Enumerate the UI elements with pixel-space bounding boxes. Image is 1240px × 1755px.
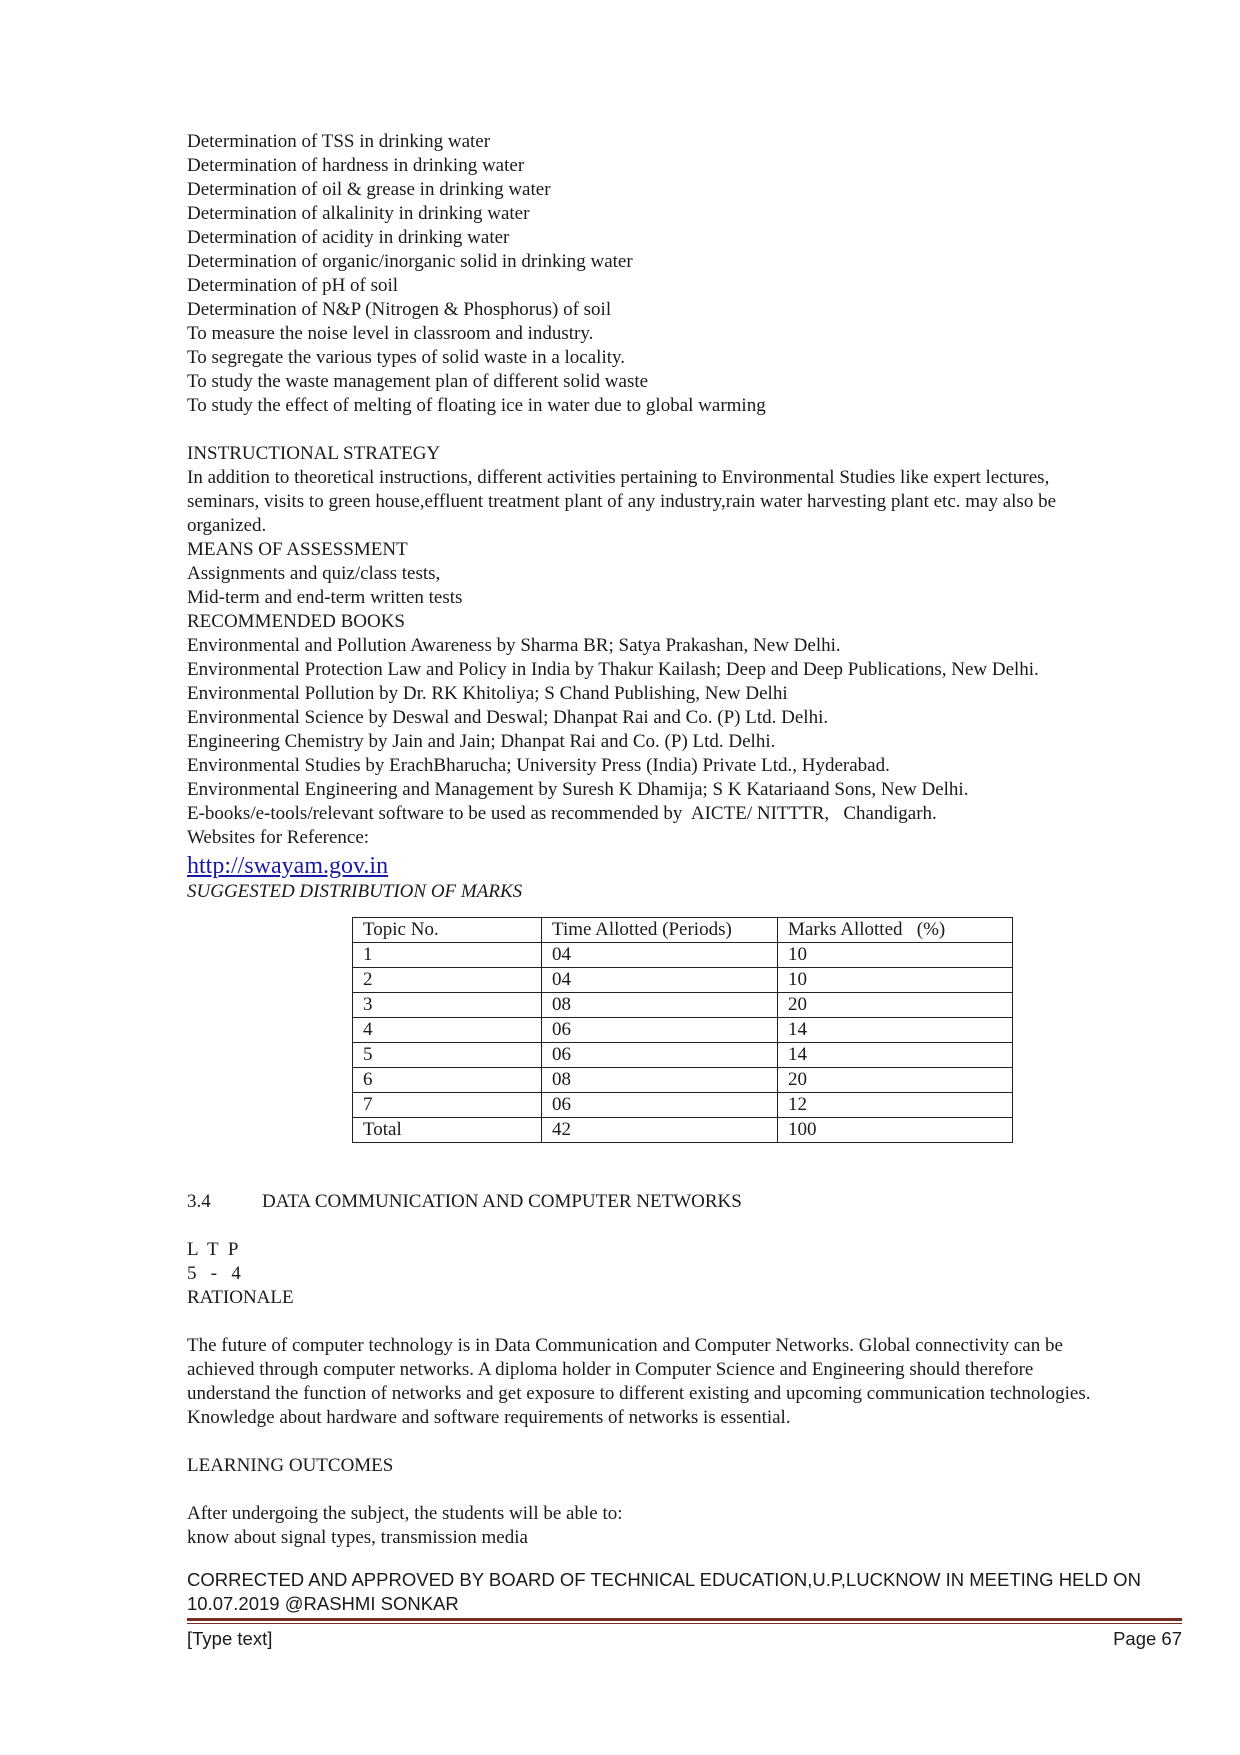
table-cell: 2 xyxy=(353,968,542,993)
table-row xyxy=(353,943,1013,968)
footer-divider xyxy=(187,1618,1182,1621)
instructional-strategy-heading: INSTRUCTIONAL STRATEGY xyxy=(187,443,441,464)
ltp-header: L T P xyxy=(187,1239,239,1260)
table-cell: 10 xyxy=(778,943,1013,968)
rationale-text: understand the function of networks and get exposure to different existing and upcoming communication technologies. xyxy=(187,1383,1091,1404)
table-cell: 4 xyxy=(353,1018,542,1043)
table-cell: 06 xyxy=(542,1043,778,1068)
table-cell: Total xyxy=(353,1118,542,1143)
table-cell: 7 xyxy=(353,1093,542,1118)
book-item: E-books/e-tools/relevant software to be used as recommended by AICTE/ NITTTR, Chandigarh. xyxy=(187,803,937,824)
rationale-text: achieved through computer networks. A diploma holder in Computer Science and Engineering should therefore xyxy=(187,1359,1034,1380)
experiment-item: Determination of TSS in drinking water xyxy=(187,131,491,152)
table-row xyxy=(353,1068,1013,1093)
table-cell: 08 xyxy=(542,1068,778,1093)
learning-outcome-item: know about signal types, transmission media xyxy=(187,1527,528,1548)
page-content xyxy=(187,130,1187,904)
table-cell: 06 xyxy=(542,1018,778,1043)
assessment-item: Mid-term and end-term written tests xyxy=(187,587,463,608)
table-cell: 10 xyxy=(778,968,1013,993)
table-cell: 42 xyxy=(542,1118,778,1143)
rationale-text: Knowledge about hardware and software requirements of networks is essential. xyxy=(187,1407,791,1428)
section-3-4 xyxy=(187,1190,1187,1550)
table-header-cell: Time Allotted (Periods) xyxy=(542,918,778,943)
approval-note xyxy=(187,1568,1182,1616)
table-cell: 14 xyxy=(778,1018,1013,1043)
experiment-item: Determination of alkalinity in drinking water xyxy=(187,203,530,224)
instructional-strategy-text: seminars, visits to green house,effluent treatment plant of any industry,rain water harvesting plant etc. may also be xyxy=(187,491,1056,512)
experiment-item: To measure the noise level in classroom and industry. xyxy=(187,323,594,344)
learning-outcomes-intro: After undergoing the subject, the students will be able to: xyxy=(187,1503,623,1524)
book-item: Environmental and Pollution Awareness by Sharma BR; Satya Prakashan, New Delhi. xyxy=(187,635,841,656)
table-row xyxy=(353,968,1013,993)
instructional-strategy-text: organized. xyxy=(187,515,267,536)
website-link[interactable]: http://swayam.gov.in xyxy=(187,853,389,879)
table-header-cell: Marks Allotted (%) xyxy=(778,918,1013,943)
table-cell: 20 xyxy=(778,1068,1013,1093)
section-heading xyxy=(187,1190,1187,1214)
table-cell: 14 xyxy=(778,1043,1013,1068)
experiment-item: Determination of organic/inorganic solid in drinking water xyxy=(187,251,633,272)
table-row xyxy=(353,993,1013,1018)
approval-line: CORRECTED AND APPROVED BY BOARD OF TECHNICAL EDUCATION,U.P,LUCKNOW IN MEETING HELD ON xyxy=(187,1569,1141,1590)
table-cell: 6 xyxy=(353,1068,542,1093)
table-cell: 3 xyxy=(353,993,542,1018)
table-cell: 5 xyxy=(353,1043,542,1068)
experiment-item: Determination of oil & grease in drinking water xyxy=(187,179,551,200)
experiment-item: To study the waste management plan of different solid waste xyxy=(187,371,649,392)
table-cell: 04 xyxy=(542,968,778,993)
book-item: Engineering Chemistry by Jain and Jain; Dhanpat Rai and Co. (P) Ltd. Delhi. xyxy=(187,731,776,752)
table-total-row xyxy=(353,1118,1013,1143)
books-heading: RECOMMENDED BOOKS xyxy=(187,611,405,632)
book-item: Environmental Engineering and Management by Suresh K Dhamija; S K Katariaand Sons, New Delhi. xyxy=(187,779,969,800)
marks-distribution-table xyxy=(352,917,1013,1143)
approval-line: 10.07.2019 @RASHMI SONKAR xyxy=(187,1593,459,1614)
rationale-text: The future of computer technology is in Data Communication and Computer Networks. Global connectivity can be xyxy=(187,1335,1063,1356)
experiment-item: Determination of N&P (Nitrogen & Phosphorus) of soil xyxy=(187,299,612,320)
book-item: Environmental Studies by ErachBharucha; University Press (India) Private Ltd., Hyderabad. xyxy=(187,755,890,776)
experiment-item: To study the effect of melting of floating ice in water due to global warming xyxy=(187,395,766,416)
table-row xyxy=(353,1093,1013,1118)
rationale-heading: RATIONALE xyxy=(187,1287,294,1308)
footer-left-text: [Type text] xyxy=(187,1628,273,1649)
table-cell: 04 xyxy=(542,943,778,968)
table-header-cell: Topic No. xyxy=(353,918,542,943)
experiment-list xyxy=(187,130,1187,418)
section-title: DATA COMMUNICATION AND COMPUTER NETWORKS xyxy=(262,1191,742,1212)
table-cell: 1 xyxy=(353,943,542,968)
experiment-item: To segregate the various types of solid waste in a locality. xyxy=(187,347,626,368)
experiment-item: Determination of pH of soil xyxy=(187,275,399,296)
table-cell: 20 xyxy=(778,993,1013,1018)
assessment-heading: MEANS OF ASSESSMENT xyxy=(187,539,408,560)
marks-distribution-heading: SUGGESTED DISTRIBUTION OF MARKS xyxy=(187,881,523,902)
table-row xyxy=(353,1018,1013,1043)
table-cell: 08 xyxy=(542,993,778,1018)
websites-label: Websites for Reference: xyxy=(187,827,370,848)
page-number: Page 67 xyxy=(1113,1628,1182,1649)
section-number: 3.4 xyxy=(187,1191,211,1212)
experiment-item: Determination of acidity in drinking water xyxy=(187,227,510,248)
experiment-item: Determination of hardness in drinking water xyxy=(187,155,525,176)
table-cell: 12 xyxy=(778,1093,1013,1118)
table-cell: 100 xyxy=(778,1118,1013,1143)
footer-divider-thin xyxy=(187,1623,1182,1624)
book-item: Environmental Science by Deswal and Deswal; Dhanpat Rai and Co. (P) Ltd. Delhi. xyxy=(187,707,829,728)
table-cell: 06 xyxy=(542,1093,778,1118)
ltp-values: 5 - 4 xyxy=(187,1263,241,1284)
book-item: Environmental Protection Law and Policy in India by Thakur Kailash; Deep and Deep Publications, New Delhi. xyxy=(187,659,1039,680)
assessment-item: Assignments and quiz/class tests, xyxy=(187,563,441,584)
table-header-row xyxy=(353,918,1013,943)
table-row xyxy=(353,1043,1013,1068)
learning-outcomes-heading: LEARNING OUTCOMES xyxy=(187,1455,394,1476)
instructional-strategy-text: In addition to theoretical instructions, different activities pertaining to Environmental Studies like expert lectures, xyxy=(187,467,1050,488)
book-item: Environmental Pollution by Dr. RK Khitoliya; S Chand Publishing, New Delhi xyxy=(187,683,788,704)
